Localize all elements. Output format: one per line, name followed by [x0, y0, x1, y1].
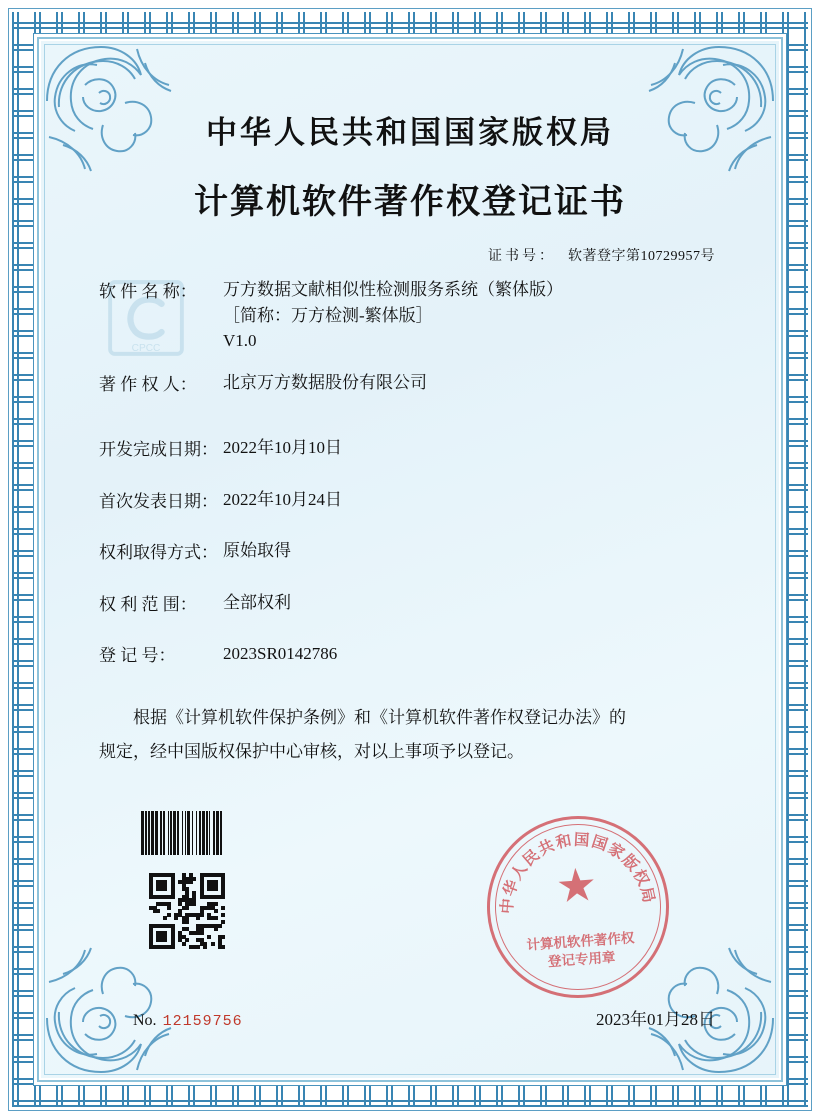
field-label: 首次发表日期： [99, 491, 218, 511]
issue-date: 2023年01月28日 [596, 1010, 715, 1029]
certificate-number-label: 证书号： [488, 249, 556, 264]
field-row-rights-scope [99, 590, 721, 616]
svg-text:CPCC: CPCC [131, 342, 161, 354]
certificate-panel [41, 41, 779, 1078]
field-value: 2023SR0142786 [223, 644, 338, 663]
qr-code [149, 873, 225, 949]
field-value: 2022年10月10日 [223, 438, 342, 457]
field-value [223, 277, 563, 354]
certificate-title: 计算机软件著作权登记证书 [194, 184, 626, 221]
field-row-development-date [99, 435, 721, 461]
field-list [99, 277, 721, 667]
field-row-copyright-owner [99, 370, 721, 396]
seal-star-icon: ★ [554, 858, 599, 913]
field-label: 权利取得方式： [99, 543, 218, 562]
seal-line-2: 登记专用章 [547, 949, 616, 969]
svg-text:中华人民共和国国家版权局: 中华人民共和国国家版权局 [498, 831, 658, 915]
field-label: 著 作 权 人： [99, 374, 197, 394]
software-name-line2: ［简称：万方检测-繁体版］ [223, 305, 433, 325]
issuer-title: 中华人民共和国国家版权局 [206, 115, 614, 150]
field-row-acquisition-method [99, 538, 721, 564]
legal-statement [99, 701, 721, 769]
field-label: 权 利 范 围： [99, 594, 197, 614]
statement-line-1: 根据《计算机软件保护条例》和《计算机软件著作权登记办法》的 [133, 707, 626, 727]
serial-label: No. [133, 1012, 157, 1029]
field-value: 全部权利 [223, 592, 291, 612]
field-label: 开发完成日期： [99, 440, 218, 459]
barcode [141, 811, 273, 855]
statement-line-2: 规定，经中国版权保护中心审核，对以上事项予以登记。 [99, 741, 524, 761]
field-label: 登 记 号： [99, 646, 176, 665]
certificate-number [99, 245, 721, 265]
serial-number [133, 1012, 243, 1030]
field-value: 2022年10月24日 [223, 489, 342, 509]
seal-line-1: 计算机软件著作权 [525, 929, 635, 953]
field-row-first-publication-date [99, 487, 721, 513]
software-name-line3: V1.0 [223, 331, 257, 350]
official-seal [481, 810, 675, 1004]
certificate-number-value: 软著登字第10729957号 [568, 249, 715, 264]
field-value: 原始取得 [223, 541, 291, 560]
field-value: 北京万方数据股份有限公司 [223, 372, 427, 392]
field-row-software-name [99, 277, 721, 354]
software-name-line1: 万方数据文献相似性检测服务系统（繁体版） [223, 280, 563, 299]
serial-value: 12159756 [162, 1013, 243, 1030]
field-row-registration-number [99, 641, 721, 667]
field-label: 软 件 名 称： [99, 282, 197, 301]
